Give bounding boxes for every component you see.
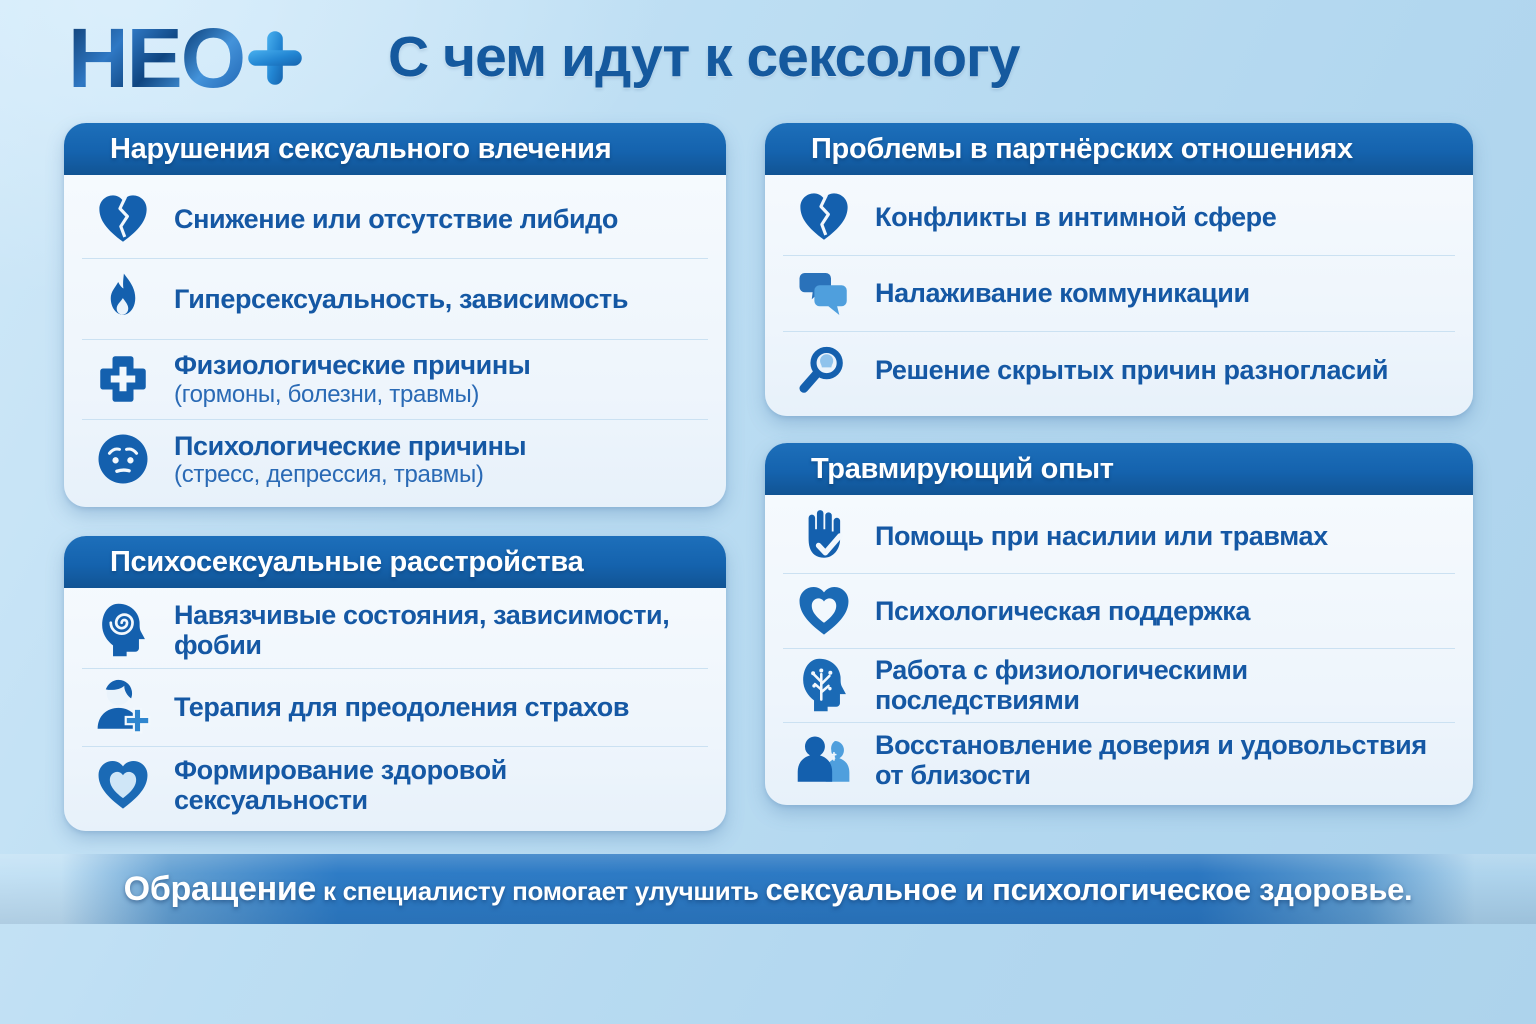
item-title: Налаживание коммуникации: [875, 278, 1250, 309]
item-title: Терапия для преодоления страхов: [174, 692, 630, 723]
nested-heart-icon: [94, 756, 152, 814]
page-title: С чем идут к сексологу: [388, 25, 1020, 89]
footer-emphasis: сексуальное и психологическое здоровье.: [765, 871, 1413, 907]
footer-middle: к специалисту помогает улучшить: [316, 875, 766, 906]
logo-plus-icon: [246, 29, 304, 92]
logo: [68, 11, 304, 105]
card-items: [64, 588, 726, 831]
item-title: Конфликты в интимной сфере: [875, 201, 1277, 232]
card-psychosexual-disorders: [64, 536, 726, 831]
couple-icon: [795, 731, 853, 789]
item-title: Работа с физиологическими последствиями: [875, 655, 1248, 716]
item-title: Навязчивые состояния, зависимости, фобии: [174, 599, 670, 661]
list-item: [783, 574, 1455, 649]
medical-cross-icon: [94, 350, 152, 408]
person-plus-icon: [94, 678, 152, 736]
head-tree-icon: [795, 656, 853, 714]
list-item: [82, 259, 708, 339]
flame-icon: [94, 270, 152, 328]
list-item: [783, 649, 1455, 724]
list-item: [783, 256, 1455, 333]
list-item: [82, 179, 708, 259]
card-traumatic-experience: [765, 443, 1473, 805]
header: [0, 0, 1536, 118]
chat-bubbles-icon: [795, 265, 853, 323]
item-title: Физиологические причины: [174, 350, 531, 381]
card-header-sexual-desire-disorders: Нарушения сексуального влечения: [64, 123, 726, 175]
list-item: [783, 179, 1455, 256]
card-items: [765, 175, 1473, 416]
list-item: [783, 332, 1455, 408]
item-title: Психологические причины: [174, 430, 527, 461]
card-header-psychosexual-disorders: Психосексуальные расстройства: [64, 536, 726, 588]
card-sexual-desire-disorders: [64, 123, 726, 507]
broken-heart-icon: [795, 188, 853, 246]
list-item: [82, 669, 708, 746]
item-title: Формирование здоровой сексуальности: [174, 754, 507, 815]
card-header-traumatic-experience: Травмирующий опыт: [765, 443, 1473, 495]
item-title: Помощь при насилии или травмах: [875, 520, 1328, 551]
broken-heart-icon: [94, 190, 152, 248]
magnifier-head-icon: [795, 341, 853, 399]
hypnosis-head-icon: [94, 601, 152, 659]
item-title: Гиперсексуальность, зависимость: [174, 283, 629, 314]
stop-hand-check-icon: [795, 507, 853, 565]
card-header-partner-relationship-problems: Проблемы в партнёрских отношениях: [765, 123, 1473, 175]
footer-banner: [0, 854, 1536, 924]
list-item: [82, 592, 708, 669]
item-title: Снижение или отсутствие либидо: [174, 203, 619, 234]
card-items: [64, 175, 726, 507]
item-title: Решение скрытых причин разногласий: [875, 355, 1389, 386]
list-item: [783, 499, 1455, 574]
heart-in-heart-icon: [795, 582, 853, 640]
list-item: [82, 747, 708, 823]
card-items: [765, 495, 1473, 805]
item-title: Восстановление доверия и удовольствия от близости: [875, 729, 1427, 791]
worried-face-icon: [94, 430, 152, 488]
footer-lead: Обращение: [123, 869, 317, 908]
logo-text: НЕО: [68, 11, 245, 105]
item-subtitle: (гормоны, болезни, травмы): [174, 380, 480, 408]
card-partner-relationship-problems: [765, 123, 1473, 416]
item-subtitle: (стресс, депрессия, травмы): [174, 460, 484, 488]
list-item: [783, 723, 1455, 797]
list-item: [82, 420, 708, 499]
list-item: [82, 340, 708, 420]
footer-text: [124, 870, 1413, 909]
item-title: Психологическая поддержка: [875, 595, 1251, 626]
